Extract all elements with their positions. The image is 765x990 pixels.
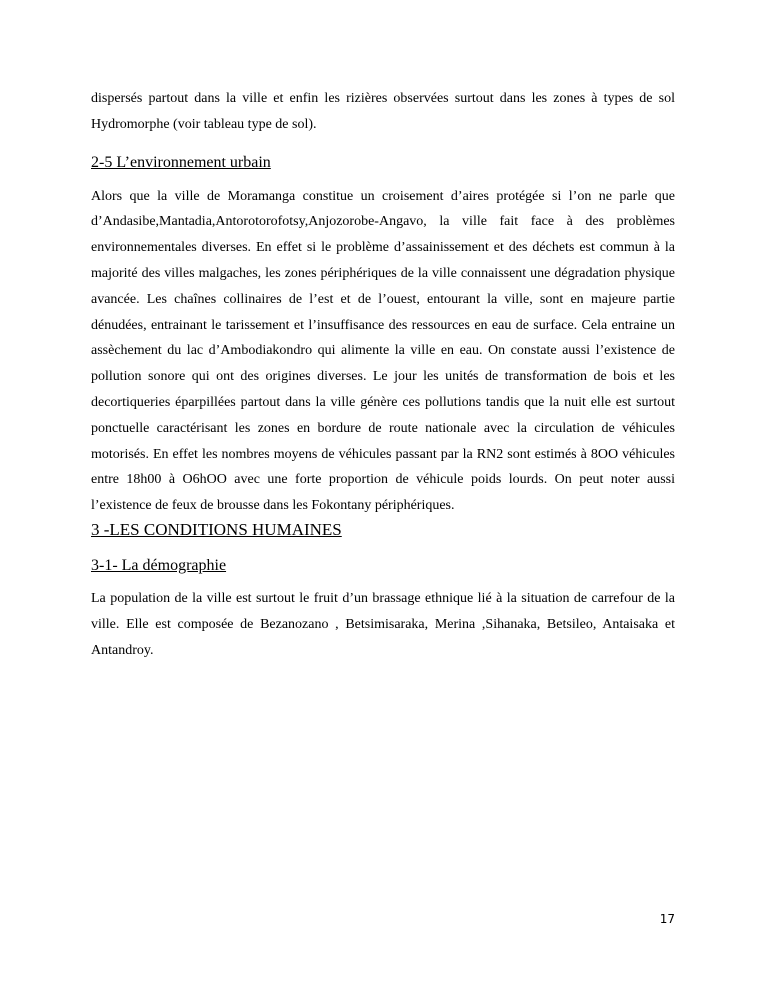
urban-environment-paragraph: Alors que la ville de Moramanga constitue un croisement d’aires protégée si l’on ne parle que d’Andasibe,Mantadia,Antorotorofotsy,Anjozorobe-Angavo, la ville fait face à des problèmes environnementales diverses. En effet si le problème d’assainissement et des déchets est commun à la majorité des villes malgaches, les zones périphériques de la ville connaissent une dégradation physique avancée. Les chaînes collinaires de l’est et de l’ouest, entourant la ville, sont en majeure partie dénudées, entrainant le tarissement et l’insuffisance des ressources en eau de surface. Cela entraine un assèchement du lac d’Ambodiakondro qui alimente la ville en eau. On constate aussi l’existence de pollution sonore qui ont des origines diverses. Le jour les unités de transformation de bois et les decortiqueries éparpillées partout dans la ville génère ces pollutions tandis que la nuit elle est surtout ponctuelle caractérisant les zones en bordure de route nationale avec la circulation de véhicules motorisés. En effet les nombres moyens de véhicules passant par la RN2 sont estimés à 8OO véhicules entre 18h00 à O6hOO avec une forte proportion de véhicule poids lourds. On peut noter aussi l’existence de feux de brousse dans les Fokontany périphériques. [91,188,675,514]
intro-paragraph: dispersés partout dans la ville et enfin les rizières observées surtout dans les zones à types de sol Hydromorphe (voir tableau type de sol). [91,91,675,132]
demography-paragraph: La population de la ville est surtout le fruit d’un brassage ethnique lié à la situation de carrefour de la ville. Elle est composée de Bezanozano , Betsimisaraka, Merina ,Sihanaka, Betsileo, Antaisaka et Antandroy. [91,590,675,658]
section-heading-urban-environment: 2-5 L’environnement urbain [91,153,271,171]
section-heading-demography: 3-1- La démographie [91,556,227,574]
page-number: 17 [659,912,675,926]
document-page [91,86,675,663]
section-heading-human-conditions: 3 -LES CONDITIONS HUMAINES [91,519,342,539]
